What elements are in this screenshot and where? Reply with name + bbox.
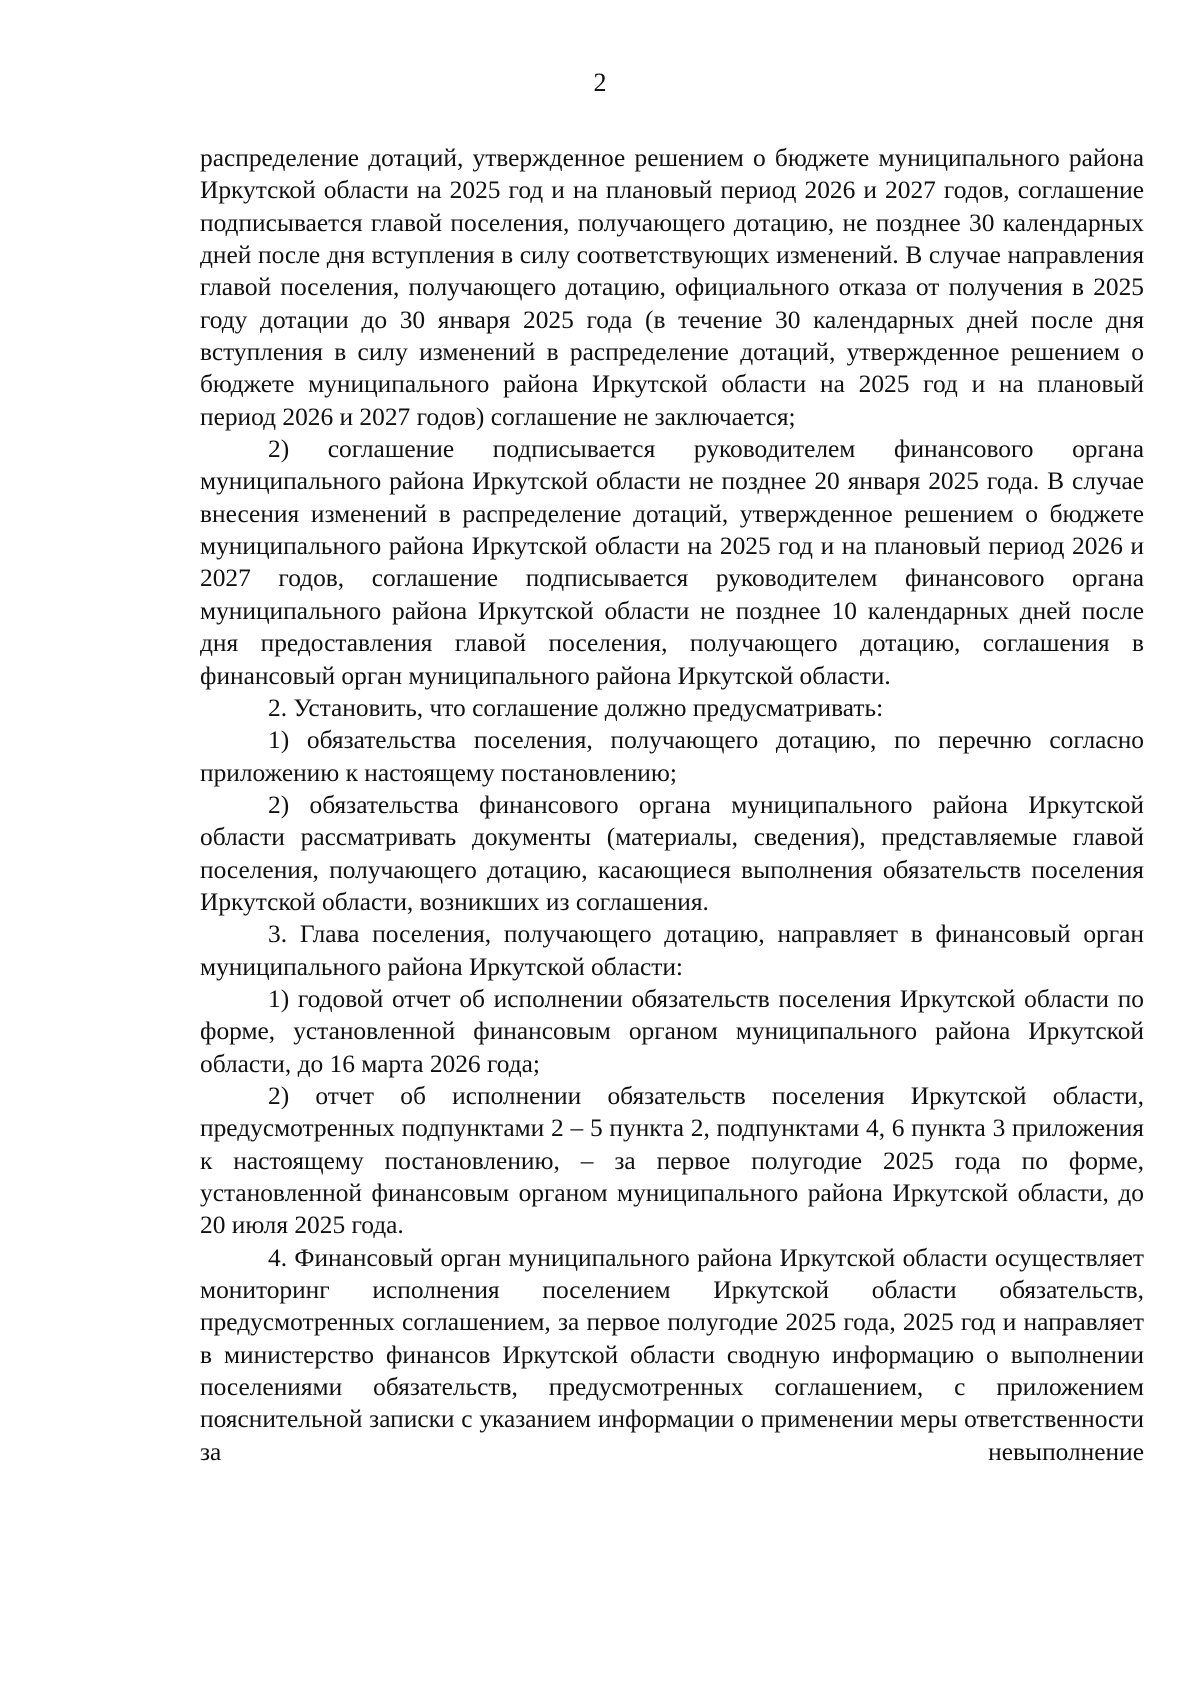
document-body <box>200 142 1144 1468</box>
paragraph-item-3-subitem-2: 2) отчет об исполнении обязательств поселения Иркутской области, предусмотренных подпунктами 2 – 5 пункта 2, подпунктами 4, 6 пункта 3 приложения к настоящему постановлению, – за первое полугодие 2025 года по форме, установленной финансовым органом муниципального района Иркутской области, до 20 июля 2025 года. <box>200 1081 1144 1240</box>
paragraph-subitem-2-signing: 2) соглашение подписывается руководителем финансового органа муниципального района Иркутской области не позднее 20 января 2025 года. В случае внесения изменений в распределение дотаций, утвержденное решением о бюджете муниципального района Иркутской области на 2025 год и на плановый период 2026 и 2027 годов, соглашение подписывается руководителем финансового органа муниципального района Иркутской области не позднее 10 календарных дней после дня предоставления главой поселения, получающего дотацию, соглашения в финансовый орган муниципального района Иркутской области. <box>200 435 1144 690</box>
paragraph-item-4: 4. Финансовый орган муниципального района Иркутской области осуществляет мониторинг исполнения поселением Иркутской области обязательств, предусмотренных соглашением, за первое полугодие 2025 года, 2025 год и направляет в министерство финансов Иркутской области сводную информацию о выполнении поселениями обязательств, предусмотренных соглашением, с приложением пояснительной записки с указанием информации о применении меры ответственности за невыполнение <box>200 1243 1144 1466</box>
paragraph-continuation: распределение дотаций, утвержденное решением о бюджете муниципального района Иркутской области на 2025 год и на плановый период 2026 и 2027 годов, соглашение подписывается главой поселения, получающего дотацию, не позднее 30 календарных дней после дня вступления в силу соответствующих изменений. В случае направления главой поселения, получающего дотацию, официального отказа от получения в 2025 году дотации до 30 января 2025 года (в течение 30 календарных дней после дня вступления в силу изменений в распределение дотаций, утвержденное решением о бюджете муниципального района Иркутской области на 2025 год и на плановый период 2026 и 2027 годов) соглашение не заключается; <box>200 144 1144 431</box>
paragraph-item-2: 2. Установить, что соглашение должно предусматривать: <box>268 693 884 722</box>
paragraph-item-2-subitem-1: 1) обязательства поселения, получающего дотацию, по перечню согласно приложению к настоящему постановлению; <box>200 726 1144 787</box>
paragraph-item-3: 3. Глава поселения, получающего дотацию, направляет в финансовый орган муниципального района Иркутской области: <box>200 920 1144 981</box>
paragraph-item-2-subitem-2: 2) обязательства финансового органа муниципального района Иркутской области рассматривать документы (материалы, сведения), представляемые главой поселения, получающего дотацию, касающиеся выполнения обязательств поселения Иркутской области, возникших из соглашения. <box>200 790 1144 916</box>
page-number: 2 <box>593 68 607 97</box>
paragraph-item-3-subitem-1: 1) годовой отчет об исполнении обязательств поселения Иркутской области по форме, установленной финансовым органом муниципального района Иркутской области, до 16 марта 2026 года; <box>200 984 1144 1078</box>
